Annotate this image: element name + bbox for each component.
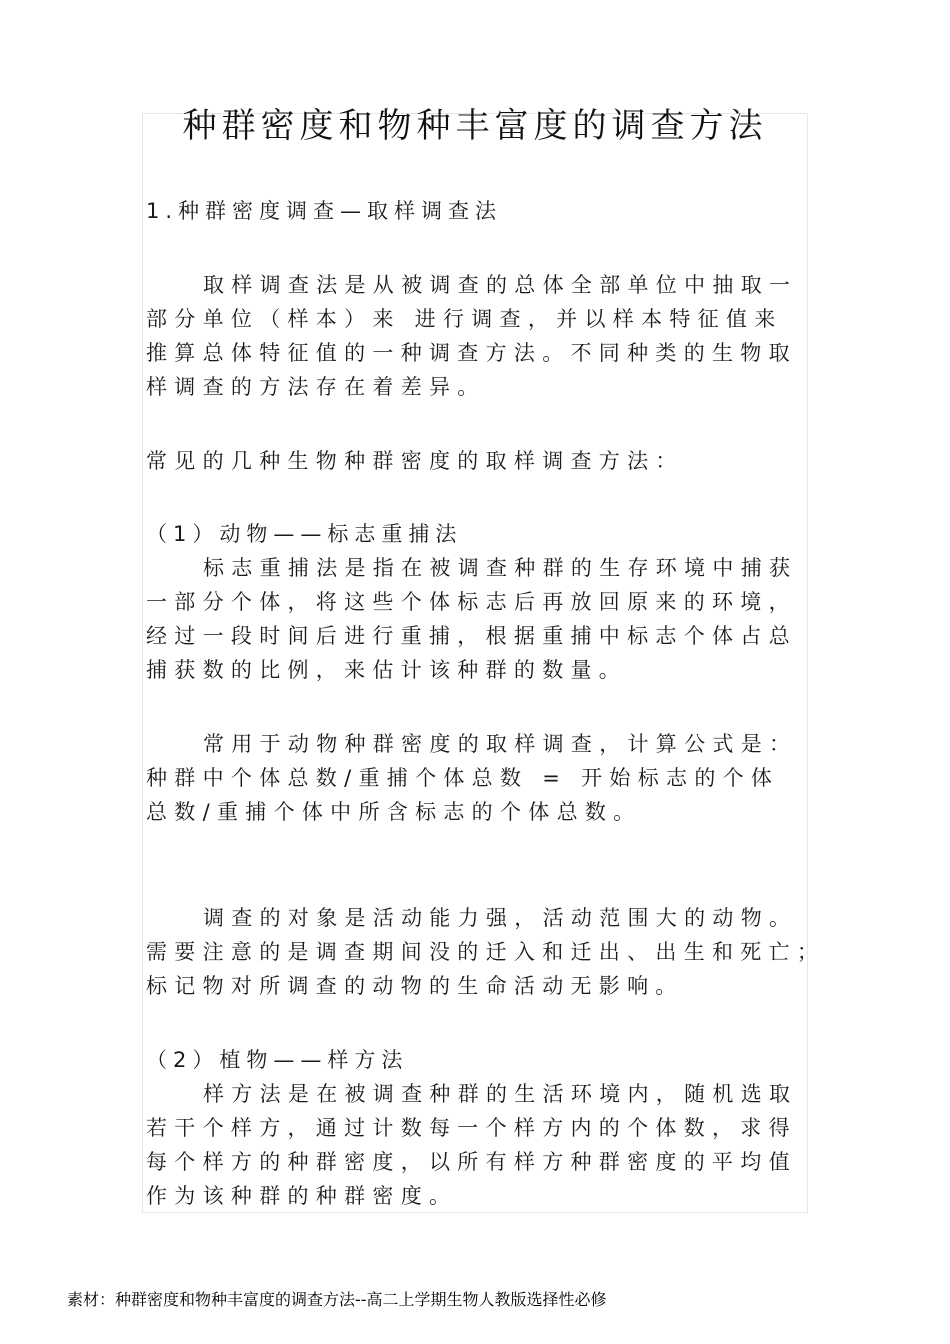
paragraph-line: 常见的几种生物种群密度的取样调查方法：: [146, 449, 684, 473]
document-title: 种群密度和物种丰富度的调查方法: [182, 106, 768, 146]
paragraph-line: 若干个样方，通过计数每一个样方内的个体数，求得: [146, 1116, 797, 1140]
paragraph-line: 推算总体特征值的一种调查方法。不同种类的生物取: [146, 341, 797, 365]
paragraph-line: 捕获数的比例，来估计该种群的数量。: [146, 658, 628, 682]
paragraph-line: 取样调查法是从被调查的总体全部单位中抽取一: [203, 273, 798, 297]
subsection-heading-animal: （1）动物——标志重捕法: [146, 522, 463, 546]
paragraph-line: 经过一段时间后进行重捕，根据重捕中标志个体占总: [146, 624, 797, 648]
subsection-heading-plant: （2）植物——样方法: [146, 1048, 409, 1072]
paragraph-line: 作为该种群的种群密度。: [146, 1184, 458, 1208]
source-footer: 素材：种群密度和物种丰富度的调查方法--高二上学期生物人教版选择性必修: [67, 1290, 607, 1309]
paragraph-line: 标志重捕法是指在被调查种群的生存环境中捕获: [203, 556, 798, 580]
formula-line: 总数/重捕个体中所含标志的个体总数。: [146, 800, 642, 824]
paragraph-line: 一部分个体，将这些个体标志后再放回原来的环境，: [146, 590, 797, 614]
section-heading-1: 1.种群密度调查—取样调查法: [146, 199, 503, 223]
paragraph-line: 常用于动物种群密度的取样调查，计算公式是：: [203, 732, 798, 756]
paragraph-line: 样方法是在被调查种群的生活环境内，随机选取: [203, 1082, 798, 1106]
paragraph-line: 每个样方的种群密度，以所有样方种群密度的平均值: [146, 1150, 797, 1174]
paragraph-line: 部分单位（样本）来 进行调查，并以样本特征值来: [146, 307, 783, 331]
paragraph-line: 需要注意的是调查期间没的迁入和迁出、出生和死亡；: [146, 940, 826, 964]
paragraph-line: 标记物对所调查的动物的生命活动无影响。: [146, 974, 684, 998]
paragraph-line: 调查的对象是活动能力强，活动范围大的动物。: [203, 906, 798, 930]
paragraph-line: 样调查的方法存在着差异。: [146, 375, 486, 399]
formula-line: 种群中个体总数/重捕个体总数 = 开始标志的个体: [146, 766, 780, 790]
